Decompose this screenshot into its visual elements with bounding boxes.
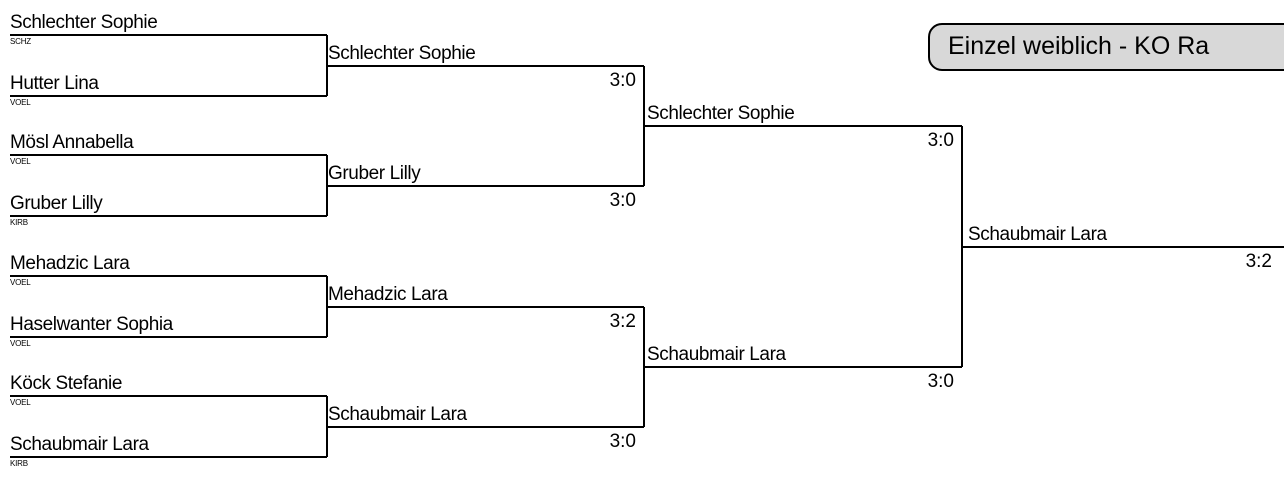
round2-winner-name: Mehadzic Lara	[328, 284, 448, 305]
round2-winner-name: Gruber Lilly	[328, 163, 421, 184]
final-winner-name: Schaubmair Lara	[968, 224, 1107, 245]
round1-player-club: VOEL	[10, 278, 31, 287]
round1-player-name: Hutter Lina	[10, 73, 99, 94]
bracket-title: Einzel weiblich - KO Ra	[948, 32, 1210, 60]
round2-score: 3:0	[609, 70, 636, 91]
round1-player-club: VOEL	[10, 398, 31, 407]
round3-score: 3:0	[927, 371, 954, 392]
round1-player-club: KIRB	[10, 218, 28, 227]
round1-player-name: Mösl Annabella	[10, 132, 134, 153]
round1-player-club: KIRB	[10, 459, 28, 468]
round1-player-club: VOEL	[10, 339, 31, 348]
round3-score: 3:0	[927, 130, 954, 151]
round3-winner-name: Schlechter Sophie	[647, 103, 795, 124]
round1-player-name: Gruber Lilly	[10, 193, 103, 214]
round1-player-name: Köck Stefanie	[10, 373, 123, 394]
round2-score: 3:0	[609, 190, 636, 211]
round1-player-club: SCHZ	[10, 37, 31, 46]
round2-score: 3:0	[609, 431, 636, 452]
round2-winner-name: Schaubmair Lara	[328, 404, 467, 425]
round1-player-name: Mehadzic Lara	[10, 253, 130, 274]
round2-winner-name: Schlechter Sophie	[328, 43, 476, 64]
final-score: 3:2	[1245, 251, 1272, 272]
round1-player-club: VOEL	[10, 98, 31, 107]
round1-player-name: Haselwanter Sophia	[10, 314, 173, 335]
round1-player-name: Schaubmair Lara	[10, 434, 149, 455]
round2-score: 3:2	[609, 311, 636, 332]
round1-player-club: VOEL	[10, 157, 31, 166]
round3-winner-name: Schaubmair Lara	[647, 344, 786, 365]
round1-player-name: Schlechter Sophie	[10, 12, 158, 33]
